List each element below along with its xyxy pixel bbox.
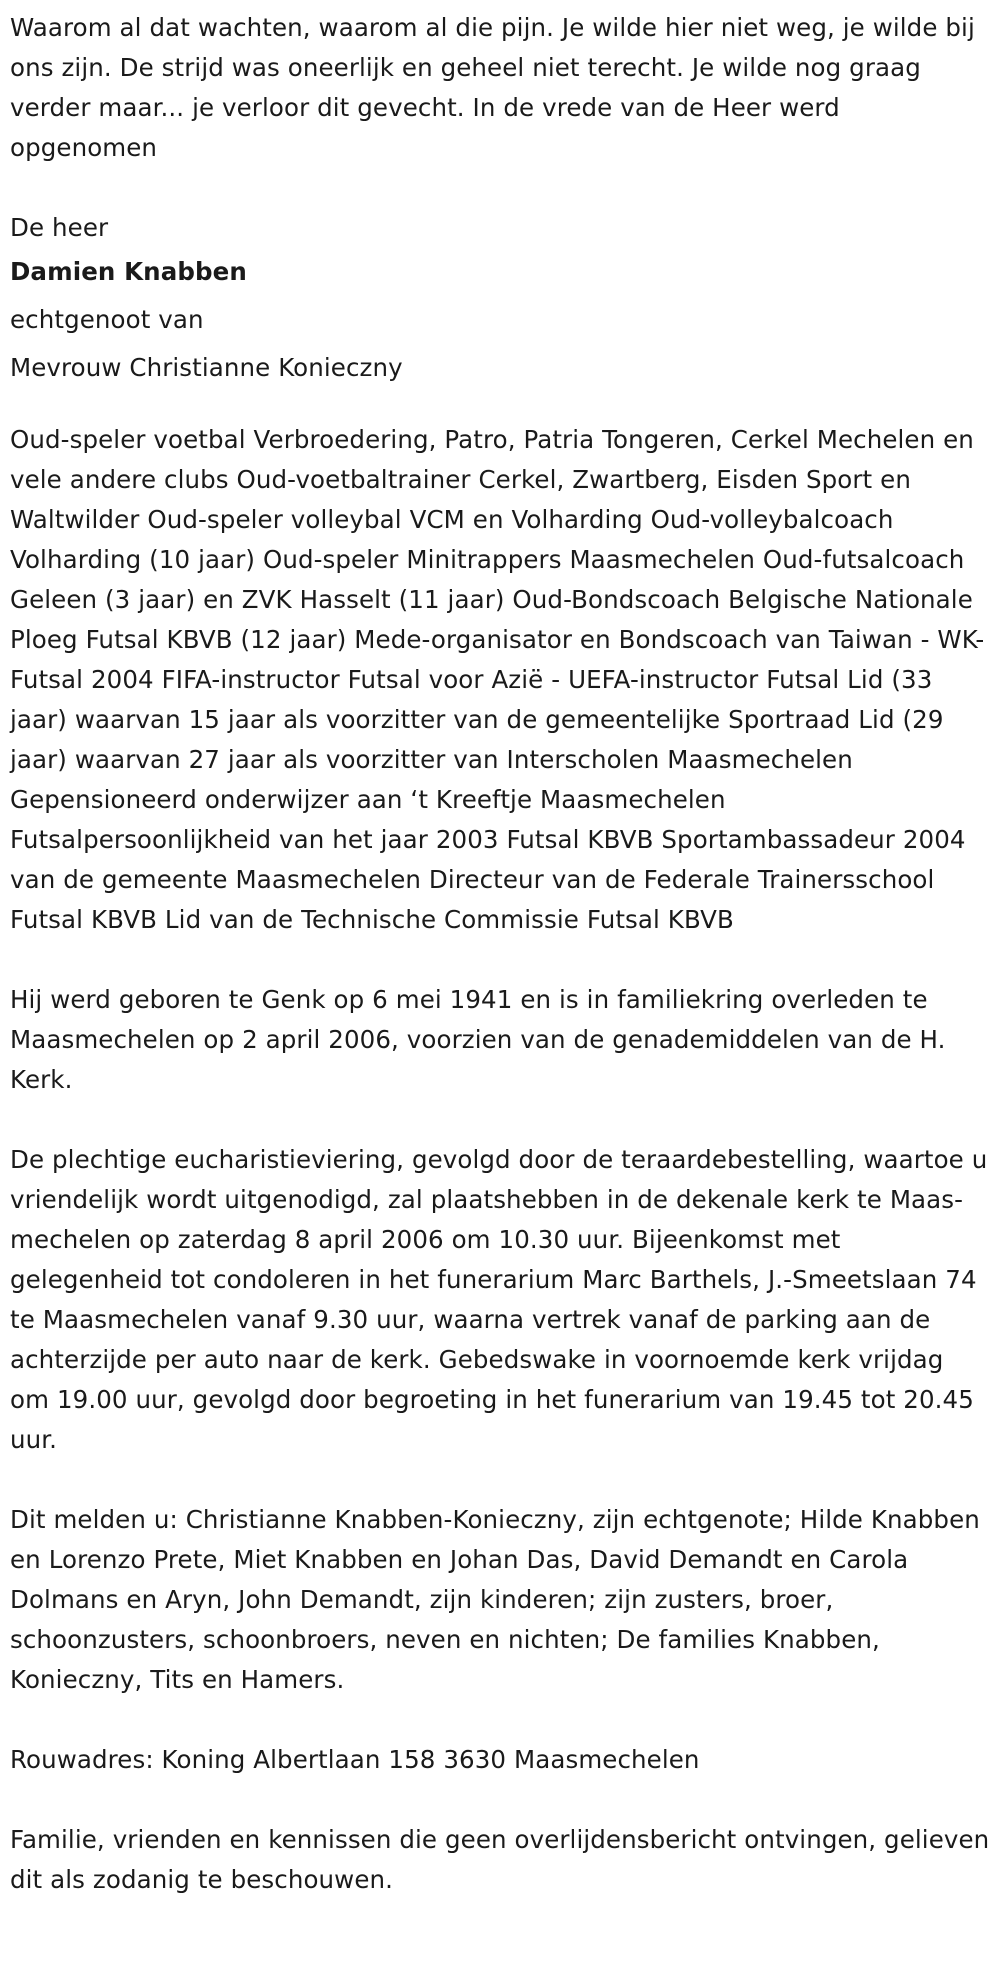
birth-death-paragraph: Hij werd geboren te Genk op 6 mei 1941 en is in familiekring overleden te Maasmechelen op 2 april 2006, voorzien van de genademiddelen van de H. Kerk. bbox=[10, 985, 946, 1094]
intro-verse: Waarom al dat wachten, waarom al die pijn. Je wilde hier niet weg, je wilde bij ons zijn. De strijd was oneerlijk en geheel niet terecht. Je wilde nog graag verder maar... je verloor dit gevecht. In de vrede van de Heer werd opgenomen bbox=[10, 13, 975, 162]
honorific: De heer bbox=[10, 213, 109, 242]
closing-paragraph: Familie, vrienden en kennissen die geen overlijdensbericht ontvingen, gelieven dit als zodanig te beschouwen. bbox=[10, 1825, 990, 1894]
deceased-block bbox=[10, 208, 990, 392]
relation-label: echtgenoot van bbox=[10, 305, 204, 334]
career-paragraph: Oud-speler voetbal Verbroedering, Patro, Patria Tongeren, Cerkel Mechelen en vele andere clubs Oud-voetbaltrainer Cerkel, Zwartberg, Eisden Sport en Waltwilder Oud-speler volleybal VCM en Volharding Oud-volleybalcoach Volharding (10 jaar) Oud-speler Minitrappers Maasmechelen Oud-futsalcoach Geleen (3 jaar) en ZVK Hasselt (11 jaar) Oud-Bondscoach Belgische Nationale Ploeg Futsal KBVB (12 jaar) Mede-organisator en Bondscoach van Taiwan - WK-Futsal 2004 FIFA-instructor Futsal voor Azië - UEFA-instructor Futsal Lid (33 jaar) waarvan 15 jaar als voorzitter van de gemeentelijke Sportraad Lid (29 jaar) waarvan 27 jaar als voorzitter van Interscholen Maasmechelen Gepensioneerd onderwijzer aan ‘t Kreeftje Maasmechelen Futsalpersoonlijkheid van het jaar 2003 Futsal KBVB Sportambassadeur 2004 van de gemeente Maasmechelen Directeur van de Federale Trainersschool Futsal KBVB Lid van de Technische Commissie Futsal KBVB bbox=[10, 425, 985, 934]
announcers-paragraph: Dit melden u: Christianne Knabben-Konieczny, zijn echtgenote; Hilde Knabben en Lorenzo Prete, Miet Knabben en Johan Das, David Demandt en Carola Dolmans en Aryn, John Demandt, zijn kinderen; zijn zusters, broer, schoonzusters, schoonbroers, neven en nichten; De families Knabben, Konieczny, Tits en Hamers. bbox=[10, 1505, 980, 1694]
address-paragraph: Rouwadres: Koning Albertlaan 158 3630 Maasmechelen bbox=[10, 1745, 700, 1774]
ceremony-paragraph: De plechtige eucharistieviering, gevolgd door de teraardebestelling, waartoe u vriendelijk wordt uitgenodigd, zal plaatshebben in de dekenale kerk te Maas-mechelen op zaterdag 8 april 2006 om 10.30 uur. Bijeenkomst met gelegenheid tot condoleren in het funerarium Marc Barthels, J.-Smeetslaan 74 te Maasmechelen vanaf 9.30 uur, waarna vertrek vanaf de parking aan de achterzijde per auto naar de kerk. Gebedswake in voornoemde kerk vrijdag om 19.00 uur, gevolgd door begroeting in het funerarium van 19.45 tot 20.45 uur. bbox=[10, 1145, 988, 1454]
spouse-name: Mevrouw Christianne Konieczny bbox=[10, 353, 403, 382]
deceased-name: Damien Knabben bbox=[10, 257, 247, 286]
